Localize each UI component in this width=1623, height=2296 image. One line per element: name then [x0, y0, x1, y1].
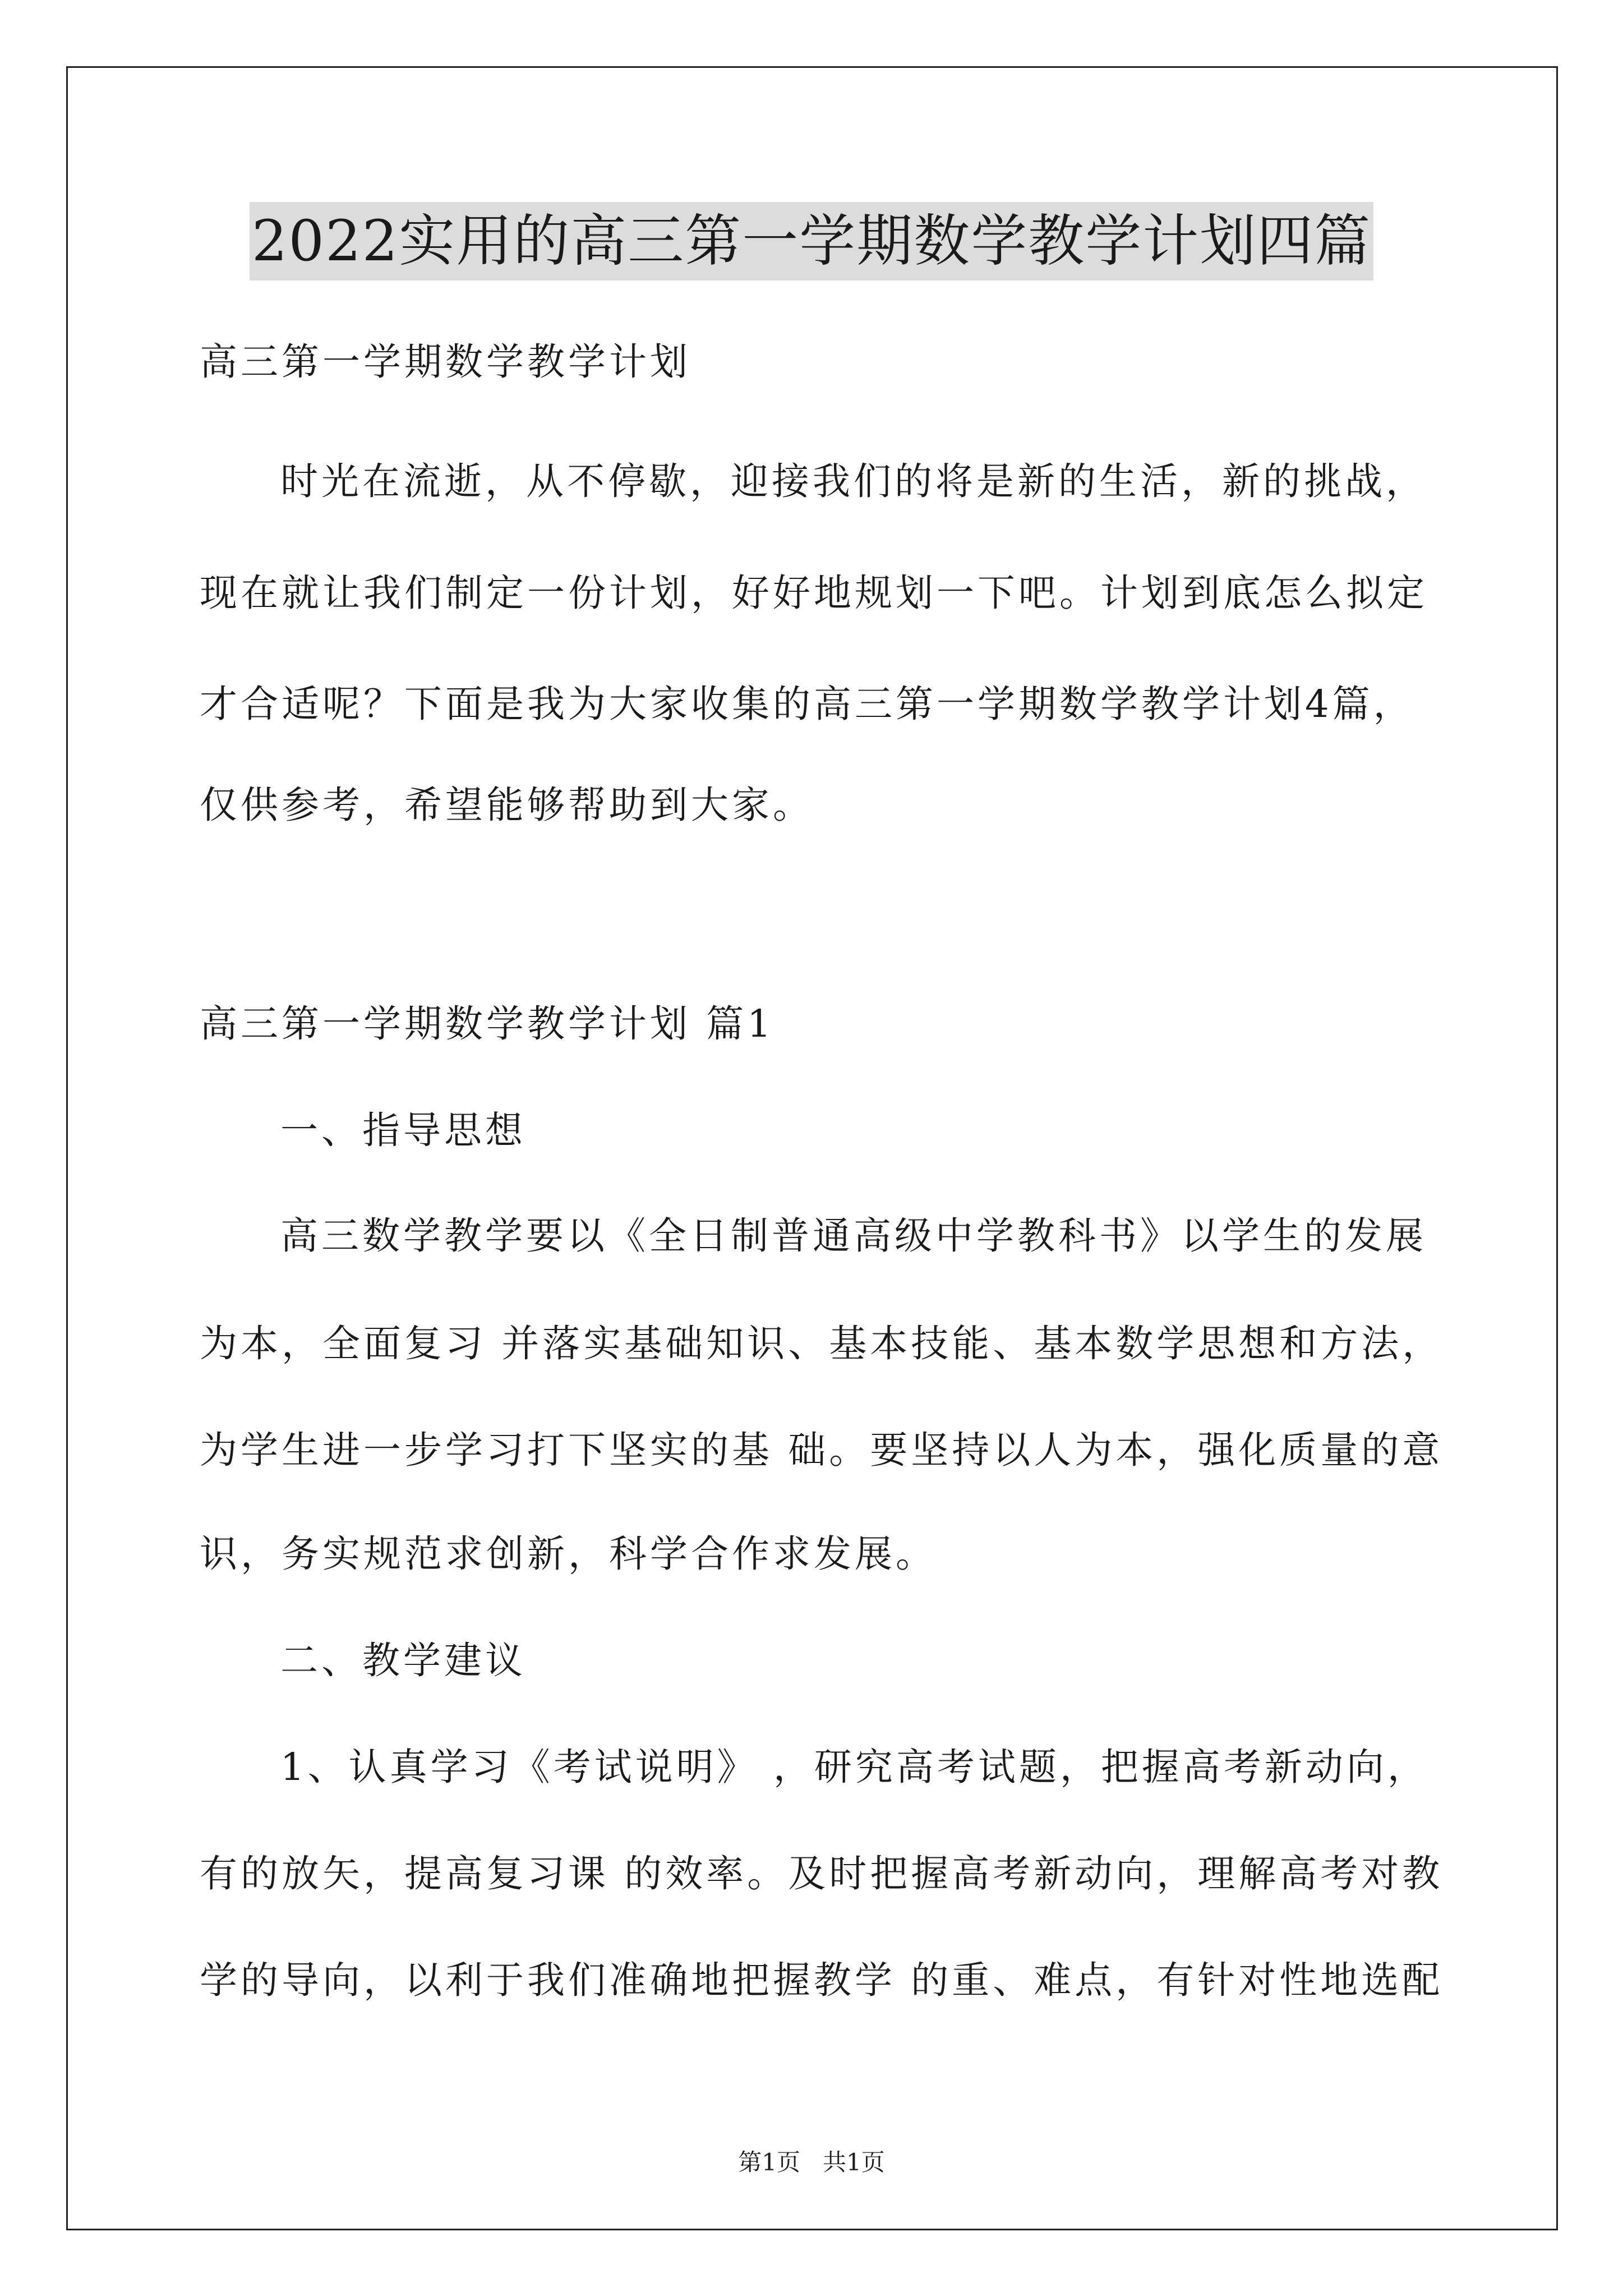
paragraph-line: 仅供参考，希望能够帮助到大家。: [200, 783, 814, 827]
paragraph-line: 学的导向，以利于我们准确地把握教学 的重、难点，有针对性地选配: [200, 1958, 1444, 2002]
paragraph-line: 识，务实规范求创新，科学合作求发展。: [200, 1532, 937, 1576]
paragraph-line: 才合适呢？下面是我为大家收集的高三第一学期数学教学计划4篇，: [200, 682, 1414, 726]
paragraph-line: 高三数学教学要以《全日制普通高级中学教科书》以学生的发展: [280, 1214, 1427, 1258]
subheading: 一、指导思想: [280, 1108, 526, 1152]
page-footer: 第1页 共1页: [738, 2148, 885, 2176]
paragraph-line: 时光在流逝，从不停歇，迎接我们的将是新的生活，新的挑战，: [280, 459, 1427, 503]
paragraph-line: 有的放矢，提高复习课 的效率。及时把握高考新动向，理解高考对教: [200, 1852, 1444, 1895]
document-title: 2022实用的高三第一学期数学教学计划四篇: [250, 202, 1374, 280]
paragraph-line: 现在就让我们制定一份计划，好好地规划一下吧。计划到底怎么拟定: [200, 571, 1428, 615]
paragraph-line: 1、认真学习《考试说明》 ，研究高考试题，把握高考新动向，: [280, 1745, 1428, 1789]
section-heading: 高三第一学期数学教学计划: [200, 340, 691, 384]
subheading: 二、教学建议: [280, 1639, 526, 1682]
paragraph-line: 为本，全面复习 并落实基础知识、基本技能、基本数学思想和方法，: [200, 1322, 1444, 1365]
section-heading: 高三第一学期数学教学计划 篇1: [200, 1002, 774, 1046]
title-container: [0, 202, 1623, 280]
paragraph-line: 为学生进一步学习打下坚实的基 础。要坚持以人为本，强化质量的意: [200, 1428, 1444, 1472]
